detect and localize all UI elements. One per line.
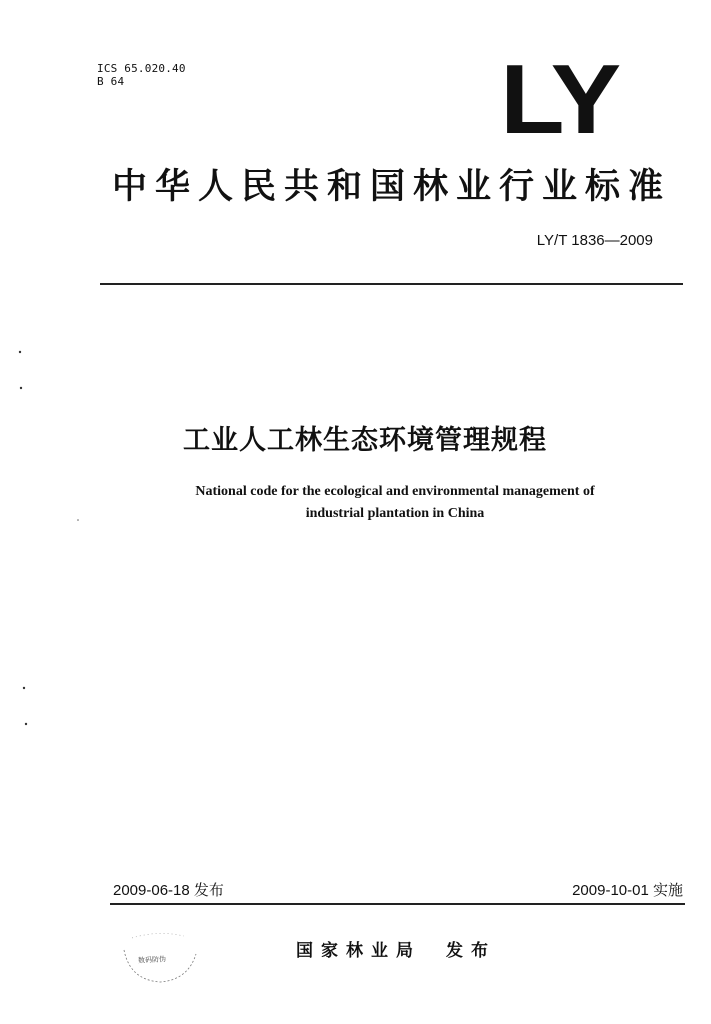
- ics-code: ICS 65.020.40: [97, 62, 186, 75]
- ly-logo: LY: [500, 44, 617, 154]
- english-title-line-2: industrial plantation in China: [305, 506, 485, 521]
- ccs-code: B 64: [97, 75, 125, 88]
- standard-number: LY/T 1836—2009: [536, 232, 653, 249]
- standard-category-title: 中华人民共和国林业行业标准: [112, 167, 672, 207]
- stamp-label: 数码防伪: [137, 955, 167, 965]
- chinese-title: 工业人工林生态环境管理规程: [183, 425, 547, 456]
- implement-date: 2009-10-01 实施: [572, 882, 683, 899]
- publish-date: 2009-06-18 发布: [113, 882, 224, 899]
- issuing-authority: 国家林业局 发布: [296, 941, 496, 961]
- english-title-line-1: National code for the ecological and environmental management of: [195, 484, 595, 499]
